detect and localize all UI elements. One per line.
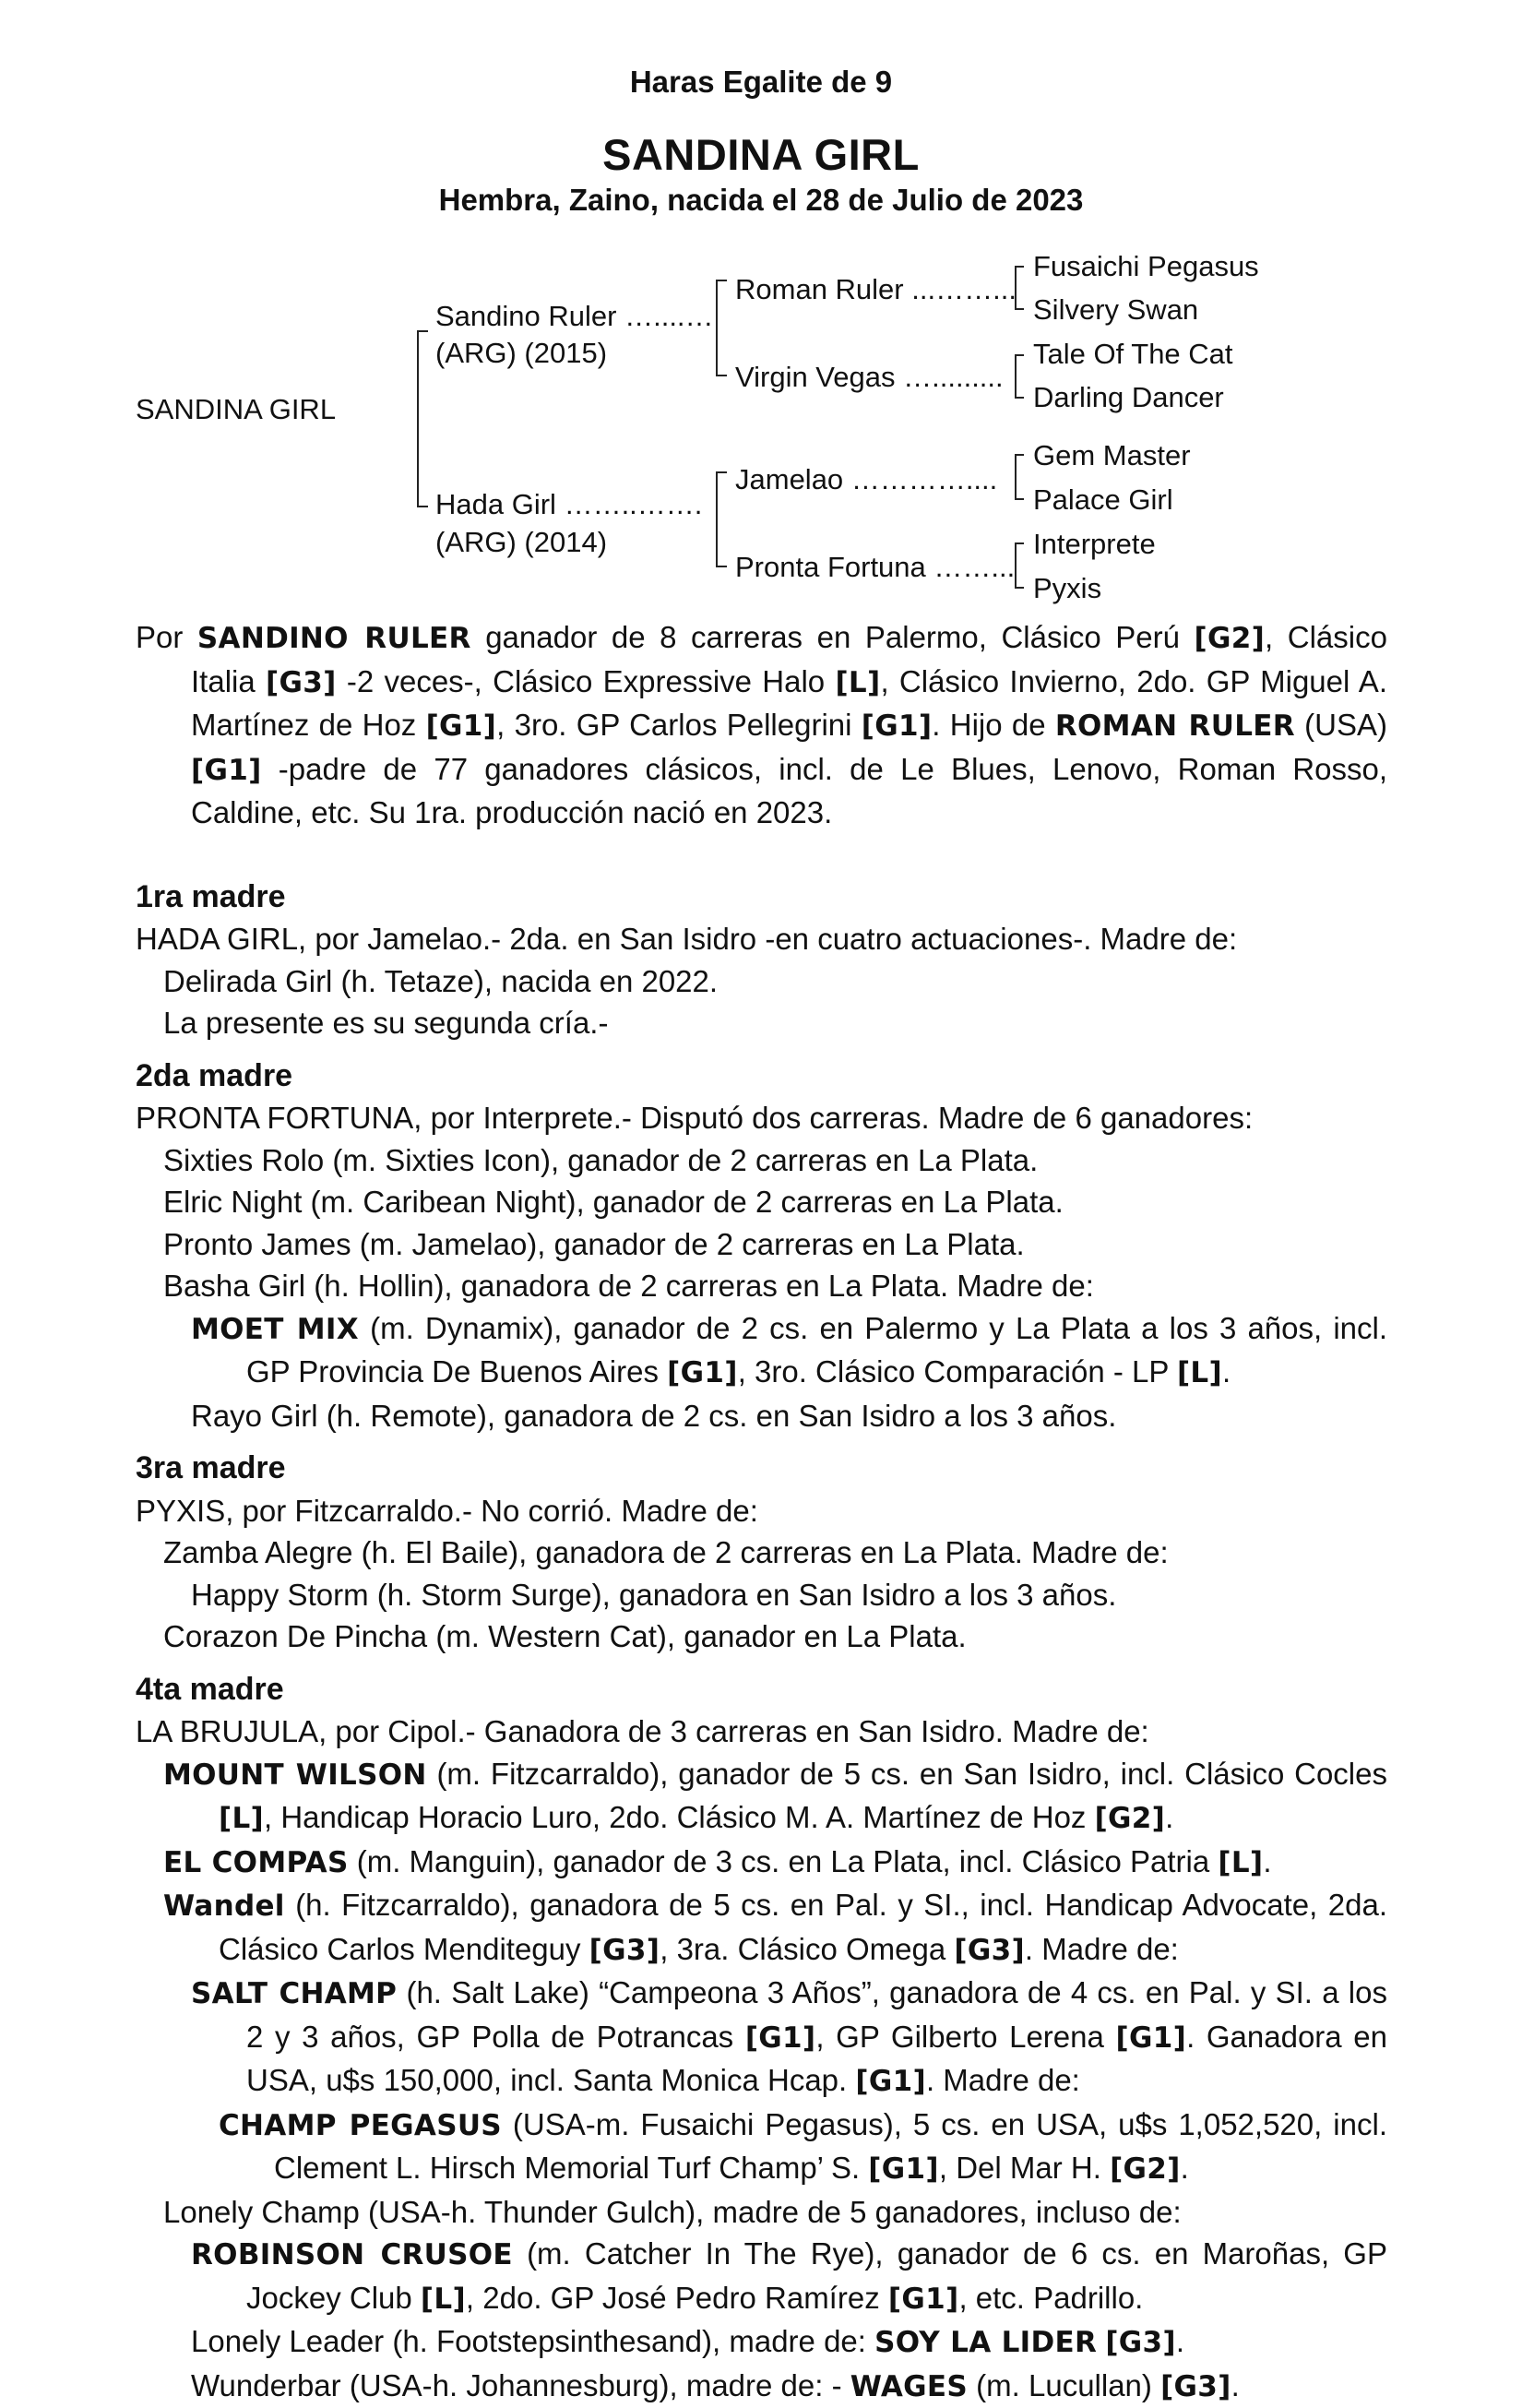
pedigree-ss [735, 273, 1017, 306]
grade-badge: [L] [1218, 1846, 1263, 1879]
bracket-ds [1015, 454, 1017, 500]
bracket-ds-top [1015, 454, 1024, 456]
pedigree-sd-name: Virgin Vegas [735, 361, 896, 393]
grade-badge: [L] [219, 1802, 264, 1835]
list-item-el-compas: EL COMPAS (m. Manguin), ganador de 3 cs. en La Plata, incl. Clásico Patria [L]. [136, 1841, 1387, 1885]
pedigree-ss-dots: ...……... [911, 273, 1017, 305]
pedigree-ss-name: Roman Ruler [735, 273, 904, 305]
pedigree-ddd: Pyxis [1033, 572, 1101, 605]
pedigree-sdd: Darling Dancer [1033, 381, 1224, 414]
pedigree-dam-dots: ……..……. [565, 488, 703, 520]
grade-badge: [G1] [191, 754, 262, 787]
grade-badge: [G1] [426, 709, 497, 743]
horse-name-bold: ROBINSON CRUSOE [191, 2238, 513, 2271]
grade-badge: [L] [835, 666, 880, 699]
list-item-robinson-crusoe: ROBINSON CRUSOE (m. Catcher In The Rye), ganador de 6 cs. en Maroñas, GP Jockey Club [L], 2do. GP José Pedro Ramírez [G1], etc. Padrillo. [136, 2233, 1387, 2320]
horse-name-bold: SALT CHAMP [191, 1977, 397, 2010]
bracket-dam-bottom [716, 566, 727, 567]
pedigree-sd-dots: …......... [903, 361, 1004, 393]
pedigree-sire-dots: …....… [624, 300, 713, 332]
pedigree-ssd: Silvery Swan [1033, 293, 1198, 327]
section-heading-madre4: 4ta madre [136, 1669, 1387, 1711]
sire-paragraph: Por SANDINO RULER ganador de 8 carreras en Palermo, Clásico Perú [G2], Clásico Italia [G3] -2 veces-, Clásico Expressive Halo [L], Clásico Invierno, 2do. GP Miguel A. Martínez de Hoz [G1], 3ro. GP Carlos Pellegrini [G1]. Hijo de ROMAN RULER (USA) [G1] -padre de 77 ganadores clásicos, incl. de Le Blues, Lenovo, Roman Rosso, Caldine, etc. Su 1ra. producción nació en 2023. [136, 616, 1387, 834]
pedigree-ds [735, 463, 997, 496]
grade-badge: [G1] [1116, 2021, 1187, 2055]
list-item: Elric Night (m. Caribean Night), ganador de 2 carreras en La Plata. [136, 1181, 1387, 1223]
pedigree-chart [0, 0, 1522, 627]
madre2-intro: PRONTA FORTUNA, por Interprete.- Disputó dos carreras. Madre de 6 ganadores: [136, 1097, 1387, 1139]
pedigree-subject: SANDINA GIRL [136, 393, 336, 426]
bracket-main-bottom [417, 506, 428, 507]
pedigree-dd [735, 551, 1015, 584]
bracket-main [417, 330, 419, 507]
list-item: Lonely Champ (USA-h. Thunder Gulch), madre de 5 ganadores, incluso de: [136, 2191, 1387, 2234]
bracket-ss-bottom [1015, 308, 1024, 310]
madre3-intro: PYXIS, por Fitzcarraldo.- No corrió. Madre de: [136, 1490, 1387, 1532]
pedigree-sss: Fusaichi Pegasus [1033, 250, 1259, 283]
bracket-dd-bottom [1015, 587, 1024, 589]
list-item-lonely-leader: Lonely Leader (h. Footstepsinthesand), madre de: SOY LA LIDER [G3]. [136, 2320, 1387, 2365]
list-item: Corazon De Pincha (m. Western Cat), ganador en La Plata. [136, 1615, 1387, 1658]
list-item-moet-mix: MOET MIX (m. Dynamix), ganador de 2 cs. en Palermo y La Plata a los 3 años, incl. GP Provincia De Buenos Aires [G1], 3ro. Clásico Comparación - LP [L]. [136, 1307, 1387, 1395]
pedigree-sire-name: Sandino Ruler [435, 300, 616, 332]
bracket-dd-top [1015, 542, 1024, 544]
pedigree-dd-dots: ……... [933, 551, 1015, 583]
grade-badge: [G3] [1105, 2326, 1176, 2359]
grade-badge: [G1] [745, 2021, 816, 2055]
horse-name-bold: WAGES [850, 2370, 968, 2403]
list-item: Basha Girl (h. Hollin), ganadora de 2 carreras en La Plata. Madre de: [136, 1265, 1387, 1307]
bracket-sire [716, 280, 718, 376]
bracket-sd-bottom [1015, 397, 1024, 399]
grade-badge: [G3] [954, 1934, 1025, 1967]
horse-name-bold: CHAMP PEGASUS [219, 2109, 502, 2142]
catalog-body [136, 616, 1387, 2408]
sire-name: SANDINO RULER [197, 622, 471, 655]
list-item: Pronto James (m. Jamelao), ganador de 2 carreras en La Plata. [136, 1223, 1387, 1266]
pedigree-sire [435, 300, 714, 333]
madre4-intro: LA BRUJULA, por Cipol.- Ganadora de 3 carreras en San Isidro. Madre de: [136, 1711, 1387, 1753]
section-heading-madre3: 3ra madre [136, 1448, 1387, 1490]
list-item: Zamba Alegre (h. El Baile), ganadora de 2 carreras en La Plata. Madre de: [136, 1532, 1387, 1574]
section-heading-madre2: 2da madre [136, 1055, 1387, 1098]
grade-badge: [G2] [1095, 1802, 1166, 1835]
horse-name-bold: EL COMPAS [163, 1846, 349, 1879]
list-item: Happy Storm (h. Storm Surge), ganadora en San Isidro a los 3 años. [136, 1574, 1387, 1616]
grade-badge: [G3] [589, 1934, 660, 1967]
grade-badge: [G3] [266, 666, 337, 699]
pedigree-dam [435, 488, 702, 521]
list-item: Rayo Girl (h. Remote), ganadora de 2 cs. en San Isidro a los 3 años. [136, 1395, 1387, 1437]
grade-badge: [L] [1177, 1356, 1222, 1389]
list-item-salt-champ: SALT CHAMP (h. Salt Lake) “Campeona 3 Años”, ganadora de 4 cs. en Pal. y SI. a los 2 y 3 años, GP Polla de Potrancas [G1], GP Gilberto Lerena [G1]. Ganadora en USA, u$s 150,000, incl. Santa Monica Hcap. [G1]. Madre de: [136, 1972, 1387, 2104]
bracket-ds-bottom [1015, 498, 1024, 500]
horse-description: Hembra, Zaino, nacida el 28 de Julio de 2023 [0, 183, 1522, 218]
list-item-wunderbar: Wunderbar (USA-h. Johannesburg), madre de: - WAGES (m. Lucullan) [G3]. [136, 2365, 1387, 2408]
pedigree-sire-detail: (ARG) (2015) [435, 337, 607, 370]
pedigree-dds: Interprete [1033, 528, 1156, 561]
bracket-main-top [417, 330, 428, 332]
grade-badge: [G1] [862, 709, 933, 743]
horse-name: SANDINA GIRL [0, 129, 1522, 180]
horse-name-bold: MOET MIX [191, 1313, 359, 1346]
grade-badge: [G1] [855, 2065, 926, 2098]
list-item-wandel: Wandel (h. Fitzcarraldo), ganadora de 5 cs. en Pal. y SI., incl. Handicap Advocate, 2da. Clásico Carlos Menditeguy [G3], 3ra. Clásico Omega [G3]. Madre de: [136, 1884, 1387, 1972]
pedigree-dsd: Palace Girl [1033, 483, 1173, 517]
list-item: Delirada Girl (h. Tetaze), nacida en 2022. [136, 960, 1387, 1003]
grade-badge: [G1] [868, 2152, 939, 2186]
list-item-mount-wilson: MOUNT WILSON (m. Fitzcarraldo), ganador de 5 cs. en San Isidro, incl. Clásico Cocles [L], Handicap Horacio Luro, 2do. Clásico M. A. Martínez de Hoz [G2]. [136, 1753, 1387, 1841]
pedigree-dss: Gem Master [1033, 439, 1191, 472]
haras-title: Haras Egalite de 9 [0, 65, 1522, 100]
grade-badge: [G3] [1160, 2370, 1231, 2403]
grade-badge: [G2] [1194, 622, 1265, 655]
grade-badge: [L] [421, 2283, 466, 2316]
bracket-ss-top [1015, 266, 1024, 268]
pedigree-ds-dots: ………….... [851, 463, 997, 495]
horse-name-bold: SOY LA LIDER [874, 2326, 1097, 2359]
pedigree-ds-name: Jamelao [735, 463, 843, 495]
pedigree-sds: Tale Of The Cat [1033, 338, 1233, 371]
horse-name-bold: Wandel [163, 1889, 285, 1923]
bracket-dam-top [716, 471, 727, 473]
grandsire-name: ROMAN RULER [1055, 709, 1295, 743]
list-item: La presente es su segunda cría.- [136, 1002, 1387, 1044]
pedigree-dam-name: Hada Girl [435, 488, 556, 520]
section-heading-madre1: 1ra madre [136, 876, 1387, 919]
madre1-intro: HADA GIRL, por Jamelao.- 2da. en San Isidro -en cuatro actuaciones-. Madre de: [136, 918, 1387, 960]
grade-badge: [G2] [1110, 2152, 1181, 2186]
grade-badge: [G1] [667, 1356, 738, 1389]
list-item: Sixties Rolo (m. Sixties Icon), ganador de 2 carreras en La Plata. [136, 1139, 1387, 1182]
bracket-sd [1015, 354, 1017, 399]
pedigree-dd-name: Pronta Fortuna [735, 551, 926, 583]
grade-badge: [G1] [888, 2283, 959, 2316]
bracket-sd-top [1015, 354, 1024, 356]
horse-name-bold: MOUNT WILSON [163, 1758, 427, 1792]
bracket-dam [716, 471, 718, 567]
bracket-sire-bottom [716, 375, 727, 376]
bracket-sire-top [716, 280, 727, 281]
pedigree-dam-detail: (ARG) (2014) [435, 526, 607, 559]
bracket-dd [1015, 542, 1017, 589]
list-item-champ-pegasus: CHAMP PEGASUS (USA-m. Fusaichi Pegasus), 5 cs. en USA, u$s 1,052,520, incl. Clement L. Hirsch Memorial Turf Champ’ S. [G1], Del Mar H. [G2]. [136, 2104, 1387, 2191]
pedigree-sd [735, 361, 1004, 394]
